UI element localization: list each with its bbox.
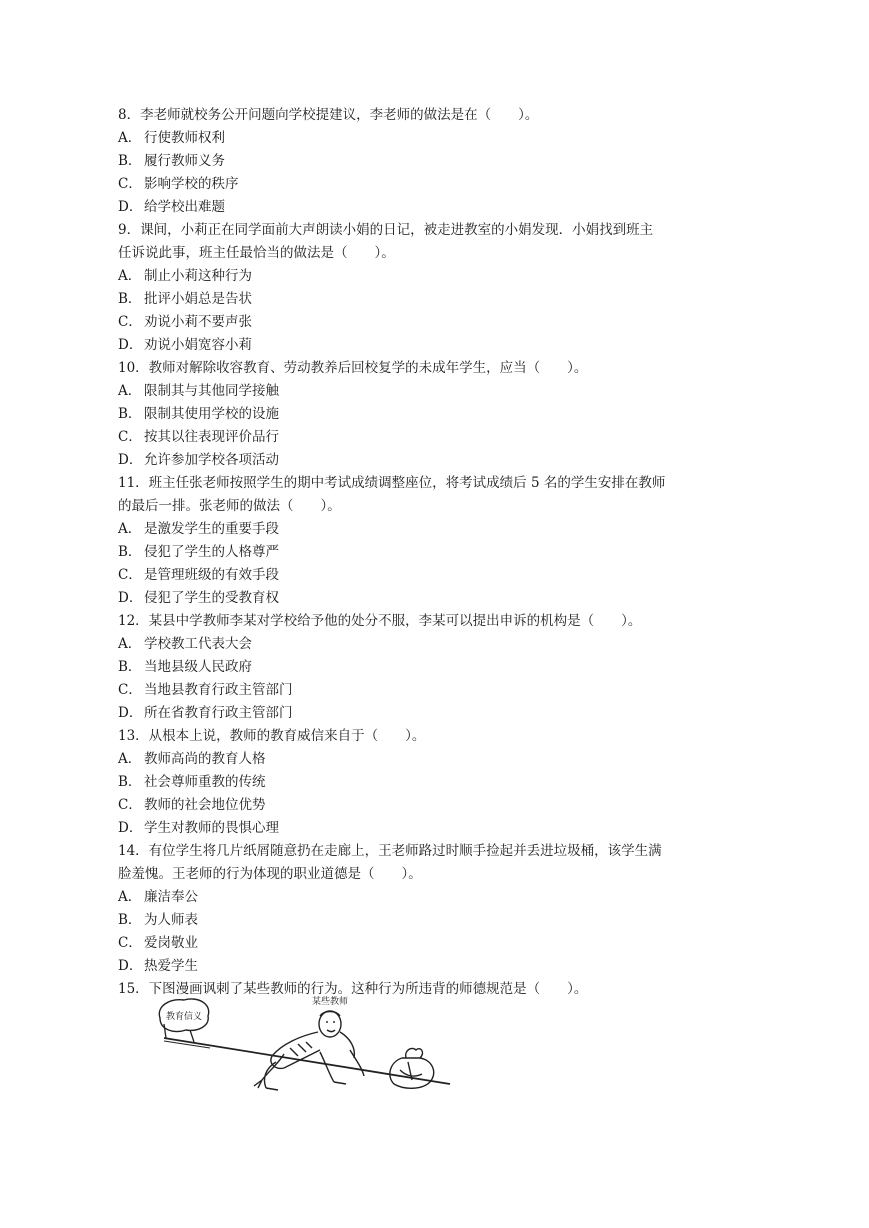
- answer-option: [118, 173, 758, 196]
- option-text: 按其以往表现评价品行: [144, 429, 279, 445]
- answer-option: [118, 909, 758, 932]
- question: [118, 219, 758, 357]
- option-letter: D．: [118, 452, 143, 468]
- answer-option: [118, 794, 758, 817]
- question-stem-line: 10．教师对解除收容教育、劳动教养后回校复学的未成年学生，应当（ ）。: [118, 360, 588, 376]
- option-letter: A．: [118, 130, 142, 146]
- option-letter: C．: [118, 682, 142, 698]
- option-text: 给学校出难题: [144, 199, 225, 215]
- answer-option: [118, 426, 758, 449]
- option-text: 廉洁奉公: [144, 889, 198, 905]
- option-letter: B．: [118, 659, 142, 675]
- answer-option: [118, 748, 758, 771]
- answer-option: [118, 587, 758, 610]
- option-letter: D．: [118, 958, 143, 974]
- question: [118, 472, 758, 610]
- option-text: 所在省教育行政主管部门: [144, 705, 293, 721]
- answer-option: [118, 127, 758, 150]
- option-letter: D．: [118, 590, 143, 606]
- option-text: 允许参加学校各项活动: [144, 452, 279, 468]
- option-text: 制止小莉这种行为: [144, 268, 252, 284]
- option-text: 为人师表: [144, 912, 198, 928]
- option-text: 爱岗敬业: [144, 935, 198, 951]
- question-stem-line: 任诉说此事，班主任最恰当的做法是（ ）。: [118, 245, 395, 261]
- option-text: 学生对教师的畏惧心理: [144, 820, 279, 836]
- option-letter: C．: [118, 314, 142, 330]
- option-letter: B．: [118, 544, 142, 560]
- option-letter: A．: [118, 521, 142, 537]
- option-text: 批评小娟总是告状: [144, 291, 252, 307]
- option-text: 社会尊师重教的传统: [144, 774, 266, 790]
- option-text: 限制其使用学校的设施: [144, 406, 279, 422]
- question-list: [118, 104, 758, 1001]
- answer-option: [118, 633, 758, 656]
- option-text: 是管理班级的有效手段: [144, 567, 279, 583]
- question-stem-line: 14．有位学生将几片纸屑随意扔在走廊上，王老师路过时顺手捡起并丢进垃圾桶，该学生满: [118, 843, 662, 859]
- question-stem-line: 15．下图漫画讽刺了某些教师的行为。这种行为所违背的师德规范是（ ）。: [118, 981, 588, 997]
- option-letter: B．: [118, 774, 142, 790]
- answer-option: [118, 288, 758, 311]
- option-letter: D．: [118, 337, 143, 353]
- option-letter: D．: [118, 705, 143, 721]
- answer-option: [118, 150, 758, 173]
- cartoon-illustration: [150, 992, 462, 1102]
- answer-option: [118, 518, 758, 541]
- question: [118, 610, 758, 725]
- option-letter: D．: [118, 820, 143, 836]
- answer-option: [118, 932, 758, 955]
- option-letter: C．: [118, 176, 142, 192]
- answer-option: [118, 656, 758, 679]
- answer-option: [118, 403, 758, 426]
- answer-option: [118, 196, 758, 219]
- option-letter: B．: [118, 406, 142, 422]
- option-text: 影响学校的秩序: [144, 176, 239, 192]
- question-stem-line: 13．从根本上说，教师的教育威信来自于（ ）。: [118, 728, 426, 744]
- option-text: 行使教师权利: [144, 130, 225, 146]
- option-text: 热爱学生: [144, 958, 198, 974]
- question: [118, 725, 758, 840]
- question-stem-line: 的最后一排。张老师的做法（ ）。: [118, 498, 341, 514]
- option-text: 侵犯了学生的人格尊严: [144, 544, 279, 560]
- option-letter: C．: [118, 429, 142, 445]
- answer-option: [118, 265, 758, 288]
- option-letter: C．: [118, 797, 142, 813]
- answer-option: [118, 541, 758, 564]
- question-stem-line: 9．课间，小莉正在同学面前大声朗读小娟的日记，被走进教室的小娟发现．小娟找到班主: [118, 222, 654, 238]
- option-text: 教师的社会地位优势: [144, 797, 266, 813]
- option-letter: A．: [118, 636, 142, 652]
- answer-option: [118, 564, 758, 587]
- option-text: 教师高尚的教育人格: [144, 751, 266, 767]
- option-text: 学校教工代表大会: [144, 636, 252, 652]
- option-text: 履行教师义务: [144, 153, 225, 169]
- option-text: 当地县级人民政府: [144, 659, 252, 675]
- answer-option: [118, 380, 758, 403]
- option-letter: A．: [118, 751, 142, 767]
- option-text: 当地县教育行政主管部门: [144, 682, 293, 698]
- question: [118, 104, 758, 219]
- question: [118, 840, 758, 978]
- answer-option: [118, 702, 758, 725]
- question: [118, 357, 758, 472]
- answer-option: [118, 886, 758, 909]
- left-sign: [159, 999, 208, 1042]
- option-text: 是激发学生的重要手段: [144, 521, 279, 537]
- option-letter: B．: [118, 912, 142, 928]
- option-letter: D．: [118, 199, 143, 215]
- question-stem-line: 脸羞愧。王老师的行为体现的职业道德是（ ）。: [118, 866, 422, 882]
- option-letter: C．: [118, 567, 142, 583]
- option-letter: A．: [118, 268, 142, 284]
- teacher-caption: 某些教师: [311, 997, 349, 1007]
- plank: [164, 1038, 450, 1084]
- option-text: 劝说小莉不要声张: [144, 314, 252, 330]
- answer-option: [118, 771, 758, 794]
- money-bag: [390, 1048, 434, 1088]
- option-letter: A．: [118, 383, 142, 399]
- left-sign-text: 教育信义: [165, 1012, 203, 1022]
- option-letter: B．: [118, 153, 142, 169]
- answer-option: [118, 311, 758, 334]
- answer-option: [118, 679, 758, 702]
- option-text: 劝说小娟宽容小莉: [144, 337, 252, 353]
- answer-option: [118, 955, 758, 978]
- question-stem-line: 12．某县中学教师李某对学校给予他的处分不服，李某可以提出申诉的机构是（ ）。: [118, 613, 642, 629]
- option-letter: C．: [118, 935, 142, 951]
- question-stem-line: 11．班主任张老师按照学生的期中考试成绩调整座位，将考试成绩后 5 名的学生安排在教师: [118, 475, 666, 491]
- question-stem-line: 8．李老师就校务公开问题向学校提建议，李老师的做法是在（ ）。: [118, 107, 539, 123]
- option-text: 侵犯了学生的受教育权: [144, 590, 279, 606]
- answer-option: [118, 334, 758, 357]
- answer-option: [118, 449, 758, 472]
- answer-option: [118, 817, 758, 840]
- option-letter: A．: [118, 889, 142, 905]
- teacher-figure: [254, 1011, 364, 1090]
- option-text: 限制其与其他同学接触: [144, 383, 279, 399]
- option-letter: B．: [118, 291, 142, 307]
